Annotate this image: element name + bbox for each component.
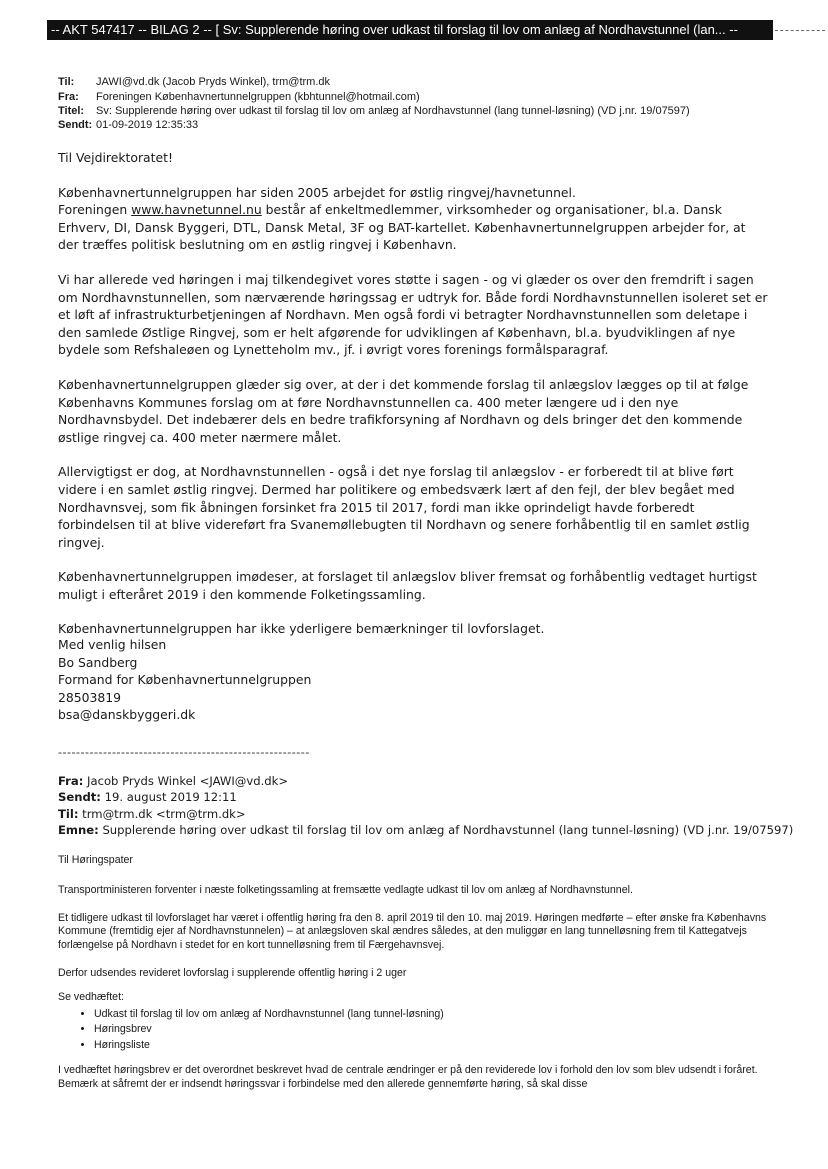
attachments-list (58, 1007, 774, 1054)
email-sent-row (58, 118, 198, 133)
forwarded-from-value: Jacob Pryds Winkel <JAWI@vd.dk> (83, 774, 289, 788)
original-paragraph-4: I vedhæftet høringsbrev er det overordnet beskrevet hvad de centrale ændringer er på den reviderede lov i forhold den lov som blev udsendt i foråret. Bemærk at såfremt der er indsendt høringssvar i forbindelse med den allerede gennemførte høring, så skal disse (58, 1063, 758, 1090)
forwarded-sent-row (58, 789, 793, 805)
document-header-bar (47, 20, 773, 40)
attachment-item: • Høringsbrev (94, 1022, 774, 1038)
attachment-item: • Udkast til forslag til lov om anlæg af Nordhavnstunnel (lang tunnel-løsning) (94, 1007, 774, 1023)
forwarded-sent-value: 19. august 2019 12:11 (100, 790, 237, 805)
email-sent-label: Sendt: (58, 119, 93, 131)
forwarded-to-value: trm@trm.dk <trm@trm.dk> (78, 806, 246, 821)
signature-closing: Med venlig hilsen (58, 637, 167, 652)
forwarded-to-row (58, 806, 793, 822)
reply-paragraph-1 (58, 184, 770, 254)
email-from-value: Foreningen Københavnertunnelgruppen (kbhtunnel@hotmail.com) (96, 91, 420, 103)
original-paragraph-2: Et tidligere udkast til lovforslaget har været i offentlig høring fra den 8. april 2019 til den 10. maj 2019. Høringen medførte – efter ønske fra Københavns Kommune (fremtidig ejer af Nordhavnstunnelen) – at anlægsloven skal ændres således, at den muliggør en lang tunnelløsning frem til Kattegatvejs forlængelse på Nordhavn i stedet for en kort tunnelløsning frem til Færgehavnsvej. (58, 911, 767, 952)
email-subject-value: Sv: Supplerende høring over udkast til forslag til lov om anlæg af Nordhavstunnel (lang tunnel-løsning) (VD j.nr. 19/07597) (96, 105, 690, 117)
signature-title: Formand for Københavnertunnelgruppen (58, 672, 312, 688)
forwarded-to-label: Til: (58, 806, 79, 821)
signature-phone: 28503819 (58, 689, 122, 705)
forwarded-subject-row (58, 822, 793, 838)
header-dashed-rule (775, 30, 825, 31)
reply-paragraph-2: Vi har allerede ved høringen i maj tilkendegivet vores støtte i sagen - og vi glæder os over den fremdrift i sagen om Nordhavnstunnellen, som nærværende høringssag er udtryk for. Både fordi Nordhavnstunnellen isoleret set er et løft af infrastrukturbetjeningen af Nordhavn. Men også fordi vi betragter Nordhavnstunnellen som deletape i den samlede Østlige Ringvej, som er helt afgørende for udviklingen af København, bl.a. byudviklingen af nye bydele som Refshaleøen og Lynetteholm mv., jf. i øvrigt vores forenings formålsparagraf. (58, 271, 768, 358)
reply-paragraph-5: Københavnertunnelgruppen imødeser, at forslaget til anlægslov bliver fremsat og forhåbentlig vedtaget hurtigst muligt i efteråret 2019 i den kommende Folketingssamling. (58, 569, 757, 602)
reply-paragraph-4: Allervigtigst er dog, at Nordhavnstunnellen - også i det nye forslag til anlægslov - er forberedt til at blive ført videre i en samlet østlig ringvej. Dermed har politikere og embedsværk lært af den fejl, der blev begået med Nordhavnsvej, som fik åbningen forsinket fra 2015 til 2017, fordi man ikke oprindeligt havde forberedt forbindelsen til at blive videreført fra Svanemøllebugten til Nordhavn og senere forhåbentlig til en samlet østlig ringvej. (58, 464, 750, 550)
original-paragraph-3: Derfor udsendes revideret lovforslag i supplerende offentlig høring i 2 uger (58, 966, 407, 979)
forwarded-from-row (58, 773, 793, 789)
forwarded-subject-label: Emne: (58, 823, 99, 838)
email-sent-value: 01-09-2019 12:35:33 (96, 119, 199, 131)
forwarded-subject-value: Supplerende høring over udkast til forslag til lov om anlæg af Nordhavstunnel (lang tunnel-løsning) (VD j.nr. 19/07597) (98, 823, 794, 838)
attachment-item: • Høringsliste (94, 1038, 774, 1054)
original-paragraph-1: Transportministeren forventer i næste folketingssamling at fremsætte vedlagte udkast til lov om anlæg af Nordhavnstunnel. (58, 883, 633, 896)
email-to-row (58, 75, 330, 90)
message-separator: -------------------------------------------------------- (58, 745, 310, 759)
signature-email: bsa@danskbyggeri.dk (58, 707, 196, 723)
email-to-label: Til: (58, 76, 75, 88)
reply-greeting: Til Vejdirektoratet! (58, 150, 173, 165)
forwarded-from-label: Fra: (58, 774, 84, 788)
reply-body (58, 149, 770, 655)
email-subject-label: Titel: (58, 105, 85, 117)
signature-name: Bo Sandberg (58, 654, 138, 670)
original-greeting: Til Høringspater (58, 854, 133, 866)
havnetunnel-link[interactable]: www.havnetunnel.nu (131, 202, 262, 218)
reply-p1-post: består af enkeltmedlemmer, virksomheder og organisationer, bl.a. Dansk Erhverv, DI, Dansk Byggeri, DTL, Dansk Metal, 3F og BAT-kartellet. Københavnertunnelgruppen arbejder for, at der træffes politisk beslutning om en østlig ringvej i København. (58, 202, 746, 253)
signature-block (58, 636, 311, 724)
reply-paragraph-6: Københavnertunnelgruppen har ikke yderligere bemærkninger til lovforslaget. (58, 621, 545, 637)
email-subject-row (58, 104, 690, 119)
email-to-value: JAWI@vd.dk (Jacob Pryds Winkel), trm@trm.dk (96, 76, 331, 88)
reply-p1-pre: Foreningen (58, 202, 132, 218)
document-header-title: -- AKT 547417 -- BILAG 2 -- [ Sv: Supplerende høring over udkast til forslag til lov om anlæg af Nordhavstunnel (lan... -- (51, 22, 738, 37)
attachments-label: Se vedhæftet: (58, 990, 124, 1003)
email-from-label: Fra: (58, 91, 79, 103)
forwarded-sent-label: Sendt: (58, 790, 101, 805)
forwarded-header (58, 773, 793, 839)
original-message-body (58, 854, 774, 1104)
email-from-row (58, 90, 420, 105)
reply-paragraph-3: Københavnertunnelgruppen glæder sig over, at der i det kommende forslag til anlægslov lægges op til at følge Københavns Kommunes forslag om at føre Nordhavnstunnellen ca. 400 meter længere ud i den nye Nordhavnsbydel. Det indebærer dels en bedre trafikforsyning af Nordhavn og dels bringer det den kommende østlige ringvej ca. 400 meter nærmere målet. (58, 376, 749, 445)
reply-p1-line1: Københavnertunnelgruppen har siden 2005 arbejdet for østlig ringvej/havnetunnel. (58, 184, 576, 200)
